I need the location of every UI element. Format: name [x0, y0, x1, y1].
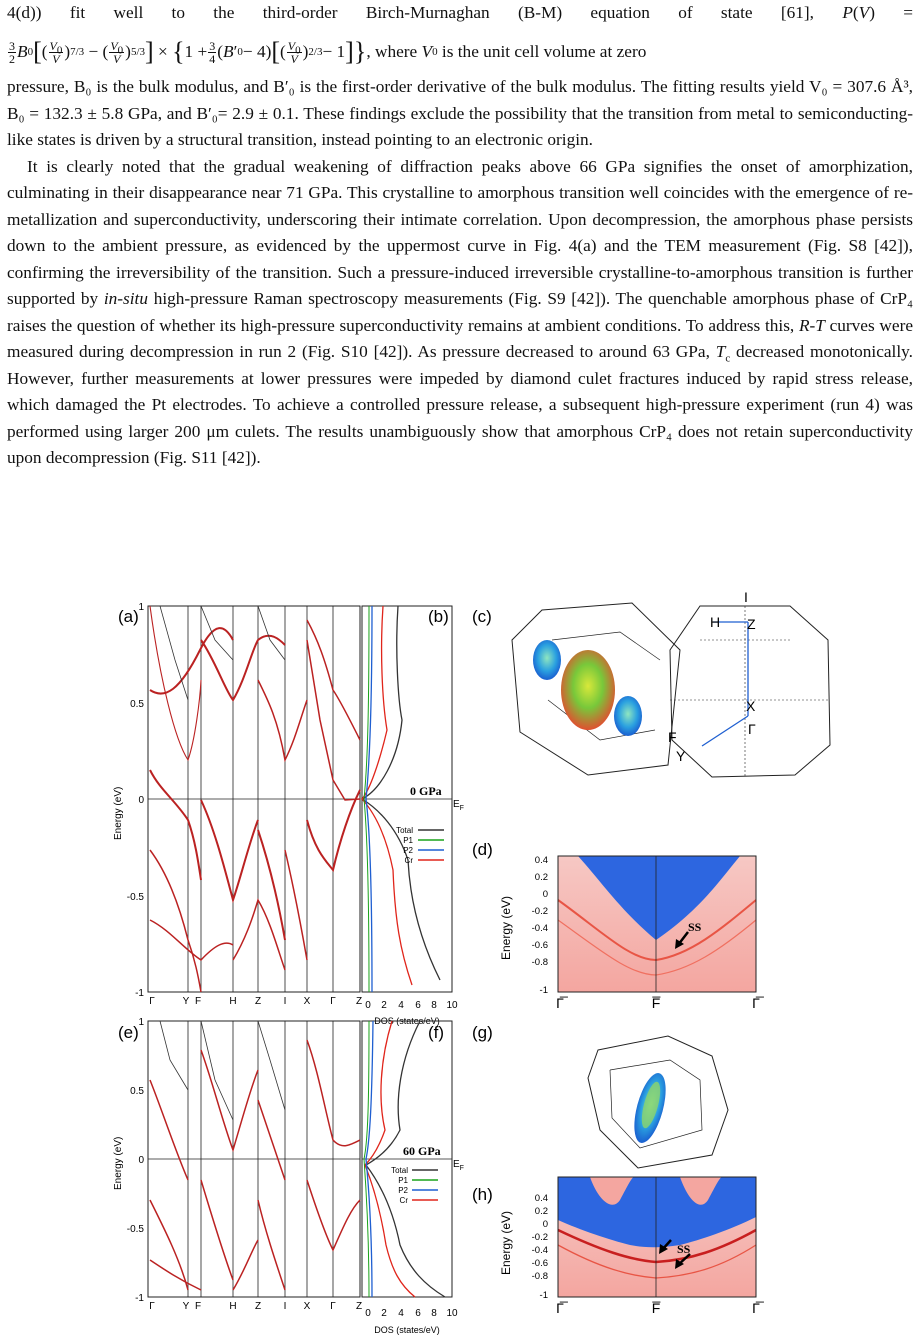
dos-xtick-8: 8 — [431, 1000, 437, 1011]
h-ytick--0.6: -0.6 — [531, 1258, 548, 1269]
panel-e-k-x: X — [303, 1301, 311, 1312]
legend-p2: P2 — [403, 846, 413, 855]
panel-a-k-h: H — [229, 996, 237, 1007]
bz-label-y: Y — [676, 748, 686, 764]
panel-c-brillouin-zone — [472, 589, 830, 777]
panel-e-yticks — [127, 1017, 145, 1304]
dos-f-xtick-8: 8 — [431, 1308, 437, 1319]
panel-e-k-z2: Z — [355, 1301, 363, 1312]
panel-f-label: (f) — [428, 1023, 445, 1042]
dos-f-xtick-2: 2 — [381, 1308, 387, 1319]
h-k-f: F̅ — [651, 1300, 661, 1316]
panel-e-ytick-0.5: 0.5 — [130, 1086, 144, 1097]
eq-tail-text: is the unit cell volume at zero — [441, 41, 647, 61]
panel-e-k-i: I — [283, 1301, 287, 1312]
panel-e-k-z: Z — [254, 1301, 262, 1312]
h-ytick--0.2: -0.2 — [531, 1232, 548, 1243]
panel-e-ylabel: Energy (eV) — [113, 1136, 124, 1190]
legend-p1: P1 — [403, 836, 413, 845]
panel-a-k-gamma2: Γ — [330, 996, 336, 1007]
panel-a-ytick--0.5: -0.5 — [126, 892, 144, 903]
panel-a-kpoint-labels — [149, 996, 362, 1007]
p1-line1: 4(d)) fit well to the third-order Birch-Murnaghan (B-M) equation of state [61], P(V) = — [7, 3, 914, 22]
paragraph-2 — [7, 154, 913, 472]
panel-d-label: (d) — [472, 840, 493, 859]
pressure-label-top: 0 GPa — [410, 784, 442, 798]
legend-p2-bottom: P2 — [398, 1186, 408, 1195]
panel-a-k-z: Z — [254, 996, 262, 1007]
p1-body: pressure, B₀ is the bulk modulus, and B′₀ is the first-order derivative of the bulk modulus. The fitting results yield V₀ = 307.6 Å³, B₀ = 132.3 ± 5.8 GPa, and B′₀= 2.9 ± 0.1. These findings exclude the possibility that the transition from metal to semiconducting-like states is driven by a structural transition, instead pointing to an electronic origin. — [7, 77, 913, 149]
d-ytick-0.2: 0.2 — [534, 872, 548, 883]
legend-total-bottom: Total — [391, 1166, 408, 1175]
p2-part4: decreased monotonically. However, further measurements at lower pressures were impeded by diamond culet fractures induced by rapid stress release, which damaged the Pt electrodes. To achieve a controlled pressure release, a subsequent high-pressure experiment (run 4) was performed using larger 200 μm culets. The results unambiguously show that amorphous CrP₄ does not retain superconductivity upon decompression (Fig. S11 [42]). — [7, 342, 913, 467]
panel-a-k-x: X — [303, 996, 311, 1007]
panel-e-ytick--1: -1 — [135, 1293, 144, 1304]
dos-cr-curve — [362, 606, 412, 985]
panel-a-band-structure — [113, 602, 362, 1007]
dos-xtick-0: 0 — [365, 1000, 371, 1011]
panel-a-yticks — [127, 602, 145, 999]
panel-e-k-h: H — [229, 1301, 237, 1312]
panel-a-ytick-0.5: 0.5 — [130, 699, 144, 710]
p2-tc-sub: c — [725, 352, 731, 365]
h-k-gamma2: Γ̅ — [752, 1300, 760, 1316]
h-ytick--1: -1 — [539, 1290, 548, 1301]
d-ytick--0.4: -0.4 — [531, 923, 548, 934]
bz-label-i: I — [744, 589, 748, 605]
panel-d-ylabel: Energy (eV) — [499, 895, 513, 960]
d-ytick-0.4: 0.4 — [534, 855, 548, 866]
dos-f-xtick-0: 0 — [365, 1308, 371, 1319]
panel-e-k-gamma2: Γ — [330, 1301, 336, 1312]
panel-g-label: (g) — [472, 1023, 493, 1042]
bz-labels — [668, 589, 756, 764]
panel-h-surface-states — [472, 1177, 765, 1316]
d-ytick--1: -1 — [539, 985, 548, 996]
panel-a-label: (a) — [118, 607, 139, 626]
p2-part1: It is clearly noted that the gradual weakening of diffraction peaks above 66 GPa signifies the onset of amorphization, culminating in their disappearance near 71 GPa. This crystalline to amorphous transition well coincides with the emergence of re-metallization and superconductivity, underscoring their intimate correlation. Upon decompression, the amorphous phase persists down to the ambient pressure, as evidenced by the uppermost curve in Fig. 4(a) and the TEM measurement (Fig. S8 [42]), confirming the irreversibility of the transition. Such a pressure-induced irreversible crystalline-to-amorphous transition is further supported by — [7, 156, 913, 308]
panel-a-ytick--1: -1 — [135, 988, 144, 999]
bz-label-x: X — [746, 698, 756, 714]
panel-a-k-z2: Z — [355, 996, 363, 1007]
panel-e-k-f: F — [194, 1301, 202, 1312]
bz-path — [702, 622, 748, 746]
bz-label-h: H — [710, 614, 721, 630]
p2-rt: R-T — [798, 315, 825, 335]
panel-e-kpoint-labels — [149, 1301, 362, 1312]
fermi-label-bottom: $E_F$ — [453, 1159, 464, 1172]
panel-h-ss-label: SS — [677, 1242, 691, 1256]
p2-tc: T — [715, 342, 726, 361]
h-ytick-0.2: 0.2 — [534, 1206, 548, 1217]
panel-f-legend — [391, 1166, 438, 1205]
dos-xtick-2: 2 — [381, 1000, 387, 1011]
panel-e-k-y: Y — [182, 1301, 190, 1312]
panel-d-xlabels — [556, 995, 765, 1011]
d-ytick--0.2: -0.2 — [531, 906, 548, 917]
legend-cr: Cr — [404, 856, 413, 865]
panel-a-ytick-0: 0 — [138, 795, 144, 806]
bz-label-gamma: Γ — [748, 721, 756, 737]
bz-label-f: F — [668, 729, 677, 745]
fermi-label-top: $E_F$ — [453, 799, 464, 812]
dos-xtick-10: 10 — [446, 1000, 458, 1011]
panel-b-xlabel: DOS (states/eV) — [374, 1016, 440, 1026]
panel-h-yticks — [532, 1193, 548, 1301]
panel-a-k-f: F — [194, 996, 202, 1007]
panel-f-dos — [362, 1021, 464, 1335]
h-ytick--0.4: -0.4 — [531, 1245, 548, 1256]
panel-b-dos — [362, 606, 464, 1026]
panel-a-k-y: Y — [182, 996, 190, 1007]
panel-e-k-gamma: Γ — [149, 1301, 155, 1312]
panel-h-ylabel: Energy (eV) — [499, 1210, 513, 1275]
legend-cr-bottom: Cr — [399, 1196, 408, 1205]
legend-total: Total — [396, 826, 413, 835]
panel-f-xlabel: DOS (states/eV) — [374, 1325, 440, 1335]
bz-label-z: Z — [747, 616, 756, 632]
eq-pv: P — [842, 3, 853, 22]
birch-murnaghan-equation: $\frac{3}{2}$ B 0 [ ( $\frac{V_0}{V}$ ) 7/3 − ( $\frac{V_0}{V}$ ) 5/3 ] × { 1 + $\frac{3}{4}$ ( B ′ 0 − 4) [ ( $\frac{V_0}{V}$ ) 2/3 − 1 ] } , where V 0 is the unit cell volume at zero — [9, 36, 647, 66]
h-ytick-0.4: 0.4 — [534, 1193, 548, 1204]
fermi-surface-center — [561, 650, 615, 730]
h-ytick--0.8: -0.8 — [531, 1271, 548, 1282]
dos-f-xtick-10: 10 — [446, 1308, 458, 1319]
d-k-gamma2: Γ̅ — [752, 995, 760, 1011]
panel-f-xticks — [365, 1308, 458, 1319]
dos-xtick-4: 4 — [398, 1000, 404, 1011]
panel-h-xlabels — [556, 1300, 765, 1316]
panel-b-label: (b) — [428, 607, 449, 626]
panel-d-yticks — [532, 855, 548, 996]
dos-f-xtick-6: 6 — [415, 1308, 421, 1319]
panel-e-ytick-0: 0 — [138, 1155, 144, 1166]
p1-line1-text: 4(d)) fit well to the third-order Birch-Murnaghan (B-M) equation of state [61], — [7, 3, 814, 22]
panel-h-label: (h) — [472, 1185, 493, 1204]
legend-p1-bottom: P1 — [398, 1176, 408, 1185]
pressure-label-bottom: 60 GPa — [403, 1144, 441, 1158]
panel-a-k-gamma: Γ — [149, 996, 155, 1007]
panel-e-band-structure — [113, 1017, 362, 1312]
d-ytick--0.6: -0.6 — [531, 940, 548, 951]
d-k-gamma1: Γ̅ — [556, 995, 564, 1011]
panel-e-ytick-1: 1 — [138, 1017, 144, 1028]
panel-a-kpoint-lines — [148, 606, 360, 992]
panel-e-ytick--0.5: -0.5 — [126, 1224, 144, 1235]
paragraph-1 — [7, 0, 913, 154]
panel-a-ytick-1: 1 — [138, 602, 144, 613]
d-ytick--0.8: -0.8 — [531, 957, 548, 968]
panel-e-bands — [150, 1021, 360, 1290]
band-structure-figure — [0, 589, 921, 1343]
panel-d-surface-states — [472, 840, 765, 1011]
p2-part3: curves were measured during decompression in run 2 (Fig. S10 [42]). As pressure decreased to around 63 GPa, — [7, 315, 913, 361]
panel-b-legend — [396, 826, 444, 865]
panel-g-fermi-surface — [472, 1023, 728, 1168]
h-k-gamma1: Γ̅ — [556, 1300, 564, 1316]
d-ytick-0: 0 — [542, 889, 548, 900]
panel-e-label: (e) — [118, 1023, 139, 1042]
dos-xtick-6: 6 — [415, 1000, 421, 1011]
dos-f-xtick-4: 4 — [398, 1308, 404, 1319]
p2-part2: high-pressure Raman spectroscopy measurements (Fig. S9 [42]). The quenchable amorphous phase of CrP₄ raises the question of whether its high-pressure superconductivity remains at ambient conditions. To address this, — [7, 289, 914, 335]
panel-b-xticks — [365, 1000, 458, 1011]
p2-insitu: in-situ — [103, 289, 148, 308]
panel-a-k-i: I — [283, 996, 287, 1007]
panel-a-ylabel: Energy (eV) — [113, 786, 124, 840]
d-k-f: F̅ — [651, 995, 661, 1011]
panel-d-ss-label: SS — [688, 920, 702, 934]
h-ytick-0: 0 — [542, 1219, 548, 1230]
panel-c-label: (c) — [472, 607, 492, 626]
